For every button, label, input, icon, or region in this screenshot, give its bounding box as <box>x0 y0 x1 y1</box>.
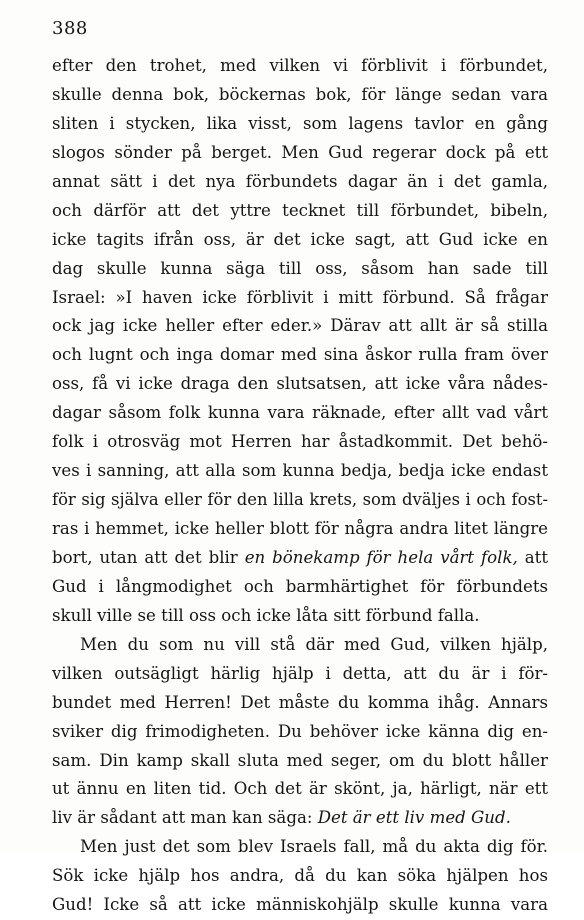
text-line: efter den trohet, med vilken vi förblivit i förbundet, <box>52 56 548 75</box>
text-line: ves i sanning, att alla som kunna bedja, bedja icke endast <box>52 461 548 481</box>
text-segment: liv är sådant att man kan säga: <box>52 808 318 828</box>
text-line: ras i hemmet, icke heller blott för några andra litet längre <box>52 519 548 538</box>
text-line: skulle denna bok, böckernas bok, för länge sedan vara <box>52 84 548 104</box>
text-line: annat sätt i det nya förbundets dagar än i det gamla, <box>52 171 548 191</box>
text-segment: att <box>517 547 548 567</box>
text-line: och därför att det yttre tecknet till förbundet, bibeln, <box>52 200 548 220</box>
text-line: Men du som nu vill stå där med Gud, vilken hjälp, <box>80 634 548 654</box>
text-line: folk i otrosväg mot Herren har åstadkommit. Det behö- <box>52 432 548 452</box>
text-line: Sök icke hjälp hos andra, då du kan söka hjälpen hos <box>52 866 548 886</box>
text-line: dag skulle kunna säga till oss, såsom han sade till <box>52 258 548 278</box>
text-line <box>52 544 548 573</box>
text-line: Gud! Icke så att icke människohjälp skulle kunna vara <box>52 895 548 915</box>
body-text <box>52 52 548 920</box>
text-line: och lugnt och inga domar med sina åskor rulla fram över <box>52 345 548 365</box>
text-line: bundet med Herren! Det måste du komma ihåg. Annars <box>52 692 548 712</box>
text-line: sliten i stycken, lika visst, som lagens tavlor en gång <box>52 113 548 133</box>
page-number: 388 <box>52 18 88 39</box>
text-line: oss, få vi icke draga den slutsatsen, att icke våra nådes- <box>52 374 548 394</box>
emphasized-text: Det är ett liv med Gud. <box>317 808 511 828</box>
text-line: skull ville se till oss och icke låta sitt förbund falla. <box>52 605 480 625</box>
text-line: ock jag icke heller efter eder.» Därav att allt är så stilla <box>52 316 548 336</box>
text-line: sviker dig frimodigheten. Du behöver icke känna dig en- <box>52 721 548 741</box>
text-line: icke tagits ifrån oss, är det icke sagt, att Gud icke en <box>52 229 548 249</box>
text-line: vilken outsägligt härlig hjälp i detta, att du är i för- <box>52 663 548 683</box>
text-line <box>52 804 548 833</box>
text-line: Israel: »I haven icke förblivit i mitt förbund. Så frågar <box>52 287 548 307</box>
text-line: Gud i långmodighet och barmhärtighet för förbundets <box>52 576 548 596</box>
text-line: sam. Din kamp skall sluta med seger, om du blott håller <box>52 750 548 770</box>
emphasized-text: en bönekamp för hela vårt folk, <box>244 547 518 567</box>
text-line: ut ännu en liten tid. Och det är skönt, ja, härligt, när ett <box>52 779 548 799</box>
text-line: Men just det som blev Israels fall, må du akta dig för. <box>80 837 548 857</box>
text-line: slogos sönder på berget. Men Gud regerar dock på ett <box>52 142 548 162</box>
text-line: för sig själva eller för den lilla krets, som dväljes i och fost- <box>52 490 548 510</box>
text-line: dagar såsom folk kunna vara räknade, efter allt vad vårt <box>52 403 548 423</box>
text-segment: bort, utan att det blir <box>52 547 245 567</box>
